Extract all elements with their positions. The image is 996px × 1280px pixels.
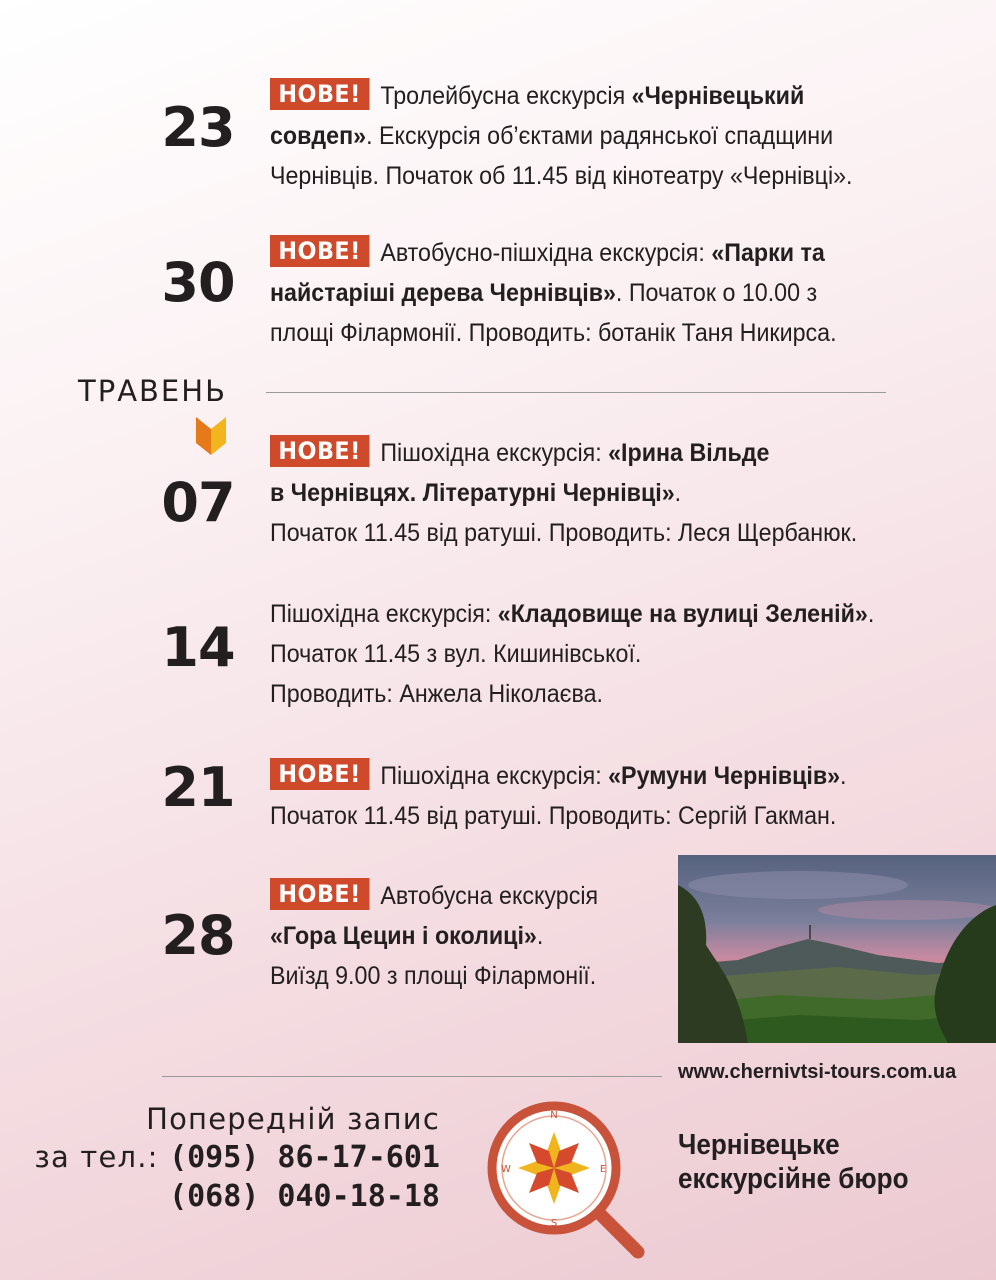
event-day: 07: [161, 471, 235, 534]
chevron-down-icon: [196, 417, 226, 455]
description-line: Початок 11.45 від ратуші. Проводить: Леся Щербанюк.: [270, 519, 858, 547]
description-line: Початок 11.45 від ратуші. Проводить: Сергій Гакман.: [270, 802, 837, 830]
phone-number[interactable]: (095) 86-17-601: [169, 1140, 440, 1175]
new-badge: НОВЕ!: [270, 758, 369, 790]
new-badge: НОВЕ!: [270, 235, 369, 267]
bureau-name: [678, 1128, 909, 1196]
event-description: [270, 594, 875, 714]
compass-letter: N: [550, 1110, 558, 1121]
description-line: Чернівців. Початок об 11.45 від кінотеатру «Чернівці».: [270, 162, 853, 190]
new-badge: НОВЕ!: [270, 435, 369, 467]
magnifier-compass-logo: [486, 1092, 656, 1264]
event-day: 30: [161, 251, 235, 314]
month-label: ТРАВЕНЬ: [78, 374, 227, 408]
bureau-name-line: Чернівецьке: [678, 1129, 840, 1161]
description-line: НОВЕ! Автобусно-пішхідна екскурсія: «Парки та: [270, 233, 865, 273]
event-day: 23: [161, 96, 235, 159]
description-line: найстаріші дерева Чернівців». Початок о 10.00 з: [270, 279, 818, 307]
event-day: 21: [161, 756, 235, 819]
event-day: 14: [161, 616, 235, 679]
footer-divider: [162, 1076, 662, 1077]
compass-letter: S: [550, 1218, 558, 1229]
description-line: «Гора Цецин і околиці».: [270, 922, 544, 950]
phone-number[interactable]: (068) 040-18-18: [169, 1179, 440, 1214]
description-line: Виїзд 9.00 з площі Філармонії.: [270, 962, 597, 990]
compass-letter: E: [599, 1164, 607, 1175]
new-badge: НОВЕ!: [270, 878, 369, 910]
compass-letter: W: [501, 1164, 511, 1175]
description-line: Початок 11.45 з вул. Кишинівської.: [270, 640, 642, 668]
contact-phone-line: [34, 1177, 440, 1216]
description-line: площі Філармонії. Проводить: ботанік Таня Никирса.: [270, 319, 837, 347]
bureau-name-line: екскурсійне бюро: [678, 1163, 909, 1195]
description-line: НОВЕ! Пішохідна екскурсія: «Румуни Чернівців».: [270, 756, 865, 796]
description-line: НОВЕ! Пішохідна екскурсія: «Ірина Вільде: [270, 433, 865, 473]
new-badge: НОВЕ!: [270, 78, 369, 110]
description-line: Пішохідна екскурсія: «Кладовище на вулиці Зеленій».: [270, 600, 875, 628]
description-line: НОВЕ! Автобусна екскурсія: [270, 876, 865, 916]
event-description: [270, 433, 865, 553]
event-description: [270, 233, 865, 353]
description-line: НОВЕ! Тролейбусна екскурсія «Чернівецький: [270, 76, 865, 116]
contact-phone-line: за тел.: (095) 86-17-601: [34, 1140, 440, 1175]
website-link[interactable]: www.chernivtsi-tours.com.ua: [678, 1061, 957, 1083]
event-day: 28: [161, 904, 235, 967]
description-line: Проводить: Анжела Ніколаєва.: [270, 680, 603, 708]
landscape-photo: [678, 855, 996, 1043]
description-line: совдеп». Екскурсія об’єктами радянської спадщини: [270, 122, 834, 150]
contact-block: [34, 1100, 440, 1216]
contact-label: Попередній запис: [146, 1102, 440, 1136]
month-divider: [266, 392, 886, 393]
event-description: [270, 76, 865, 196]
description-line: в Чернівцях. Літературні Чернівці».: [270, 479, 682, 507]
event-description: [270, 756, 865, 836]
